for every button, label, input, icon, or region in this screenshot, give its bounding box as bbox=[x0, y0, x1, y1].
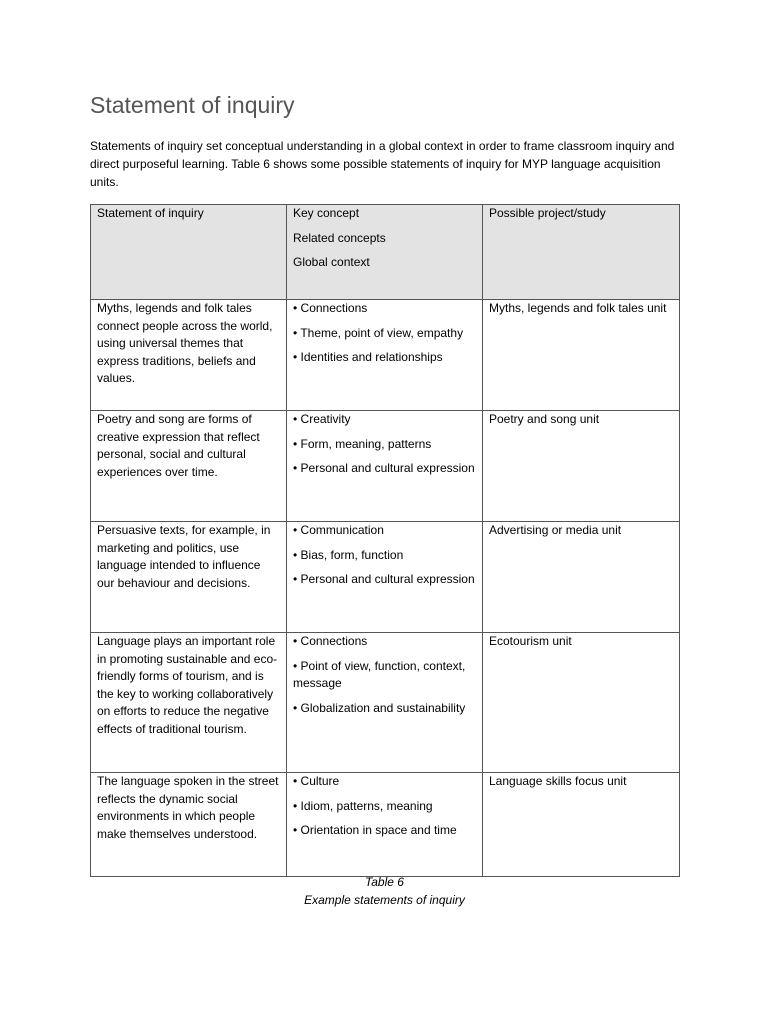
project-cell bbox=[483, 522, 680, 633]
related-concepts: • Idiom, patterns, meaning bbox=[293, 798, 433, 813]
project-text: Advertising or media unit bbox=[489, 523, 622, 537]
statement-text: Language plays an important role in promoting sustainable and eco-friendly forms of tourism, and is the key to working collaboratively on efforts to reduce the negative effects of traditional tourism. bbox=[97, 634, 278, 736]
global-context: • Personal and cultural expression bbox=[293, 572, 475, 586]
statement-text: Persuasive texts, for example, in marketing and politics, use language intended to influence our behaviour and decisions. bbox=[97, 523, 271, 590]
key-concept: • Culture bbox=[293, 774, 340, 788]
project-text: Language skills focus unit bbox=[489, 774, 627, 788]
table-row bbox=[91, 300, 680, 411]
key-concept: • Creativity bbox=[293, 412, 351, 426]
table-row bbox=[91, 411, 680, 522]
statement-text: Poetry and song are forms of creative expression that reflect personal, social and cultural experiences over time. bbox=[97, 412, 260, 479]
related-concepts: • Point of view, function, context, message bbox=[293, 658, 466, 690]
statement-text: The language spoken in the street reflects the dynamic social environments in which people make themselves understood. bbox=[97, 774, 279, 841]
project-text: Poetry and song unit bbox=[489, 412, 600, 426]
statement-cell bbox=[91, 522, 287, 633]
statement-cell bbox=[91, 773, 287, 877]
section-heading: Statement of inquiry bbox=[90, 92, 295, 118]
related-concepts: • Form, meaning, patterns bbox=[293, 436, 432, 451]
header-key-concept: Key concept bbox=[293, 206, 360, 220]
table-row bbox=[91, 633, 680, 773]
project-cell bbox=[483, 300, 680, 411]
intro-paragraph: Statements of inquiry set conceptual understanding in a global context in order to frame classroom inquiry and direct purposeful learning. Table 6 shows some possible statements of inquiry for MYP language acquisition units. bbox=[90, 139, 675, 189]
header-global-context: Global context bbox=[293, 255, 370, 269]
table-row bbox=[91, 522, 680, 633]
statement-cell bbox=[91, 411, 287, 522]
global-context: • Orientation in space and time bbox=[293, 823, 457, 837]
header-concepts bbox=[287, 205, 483, 300]
project-text: Ecotourism unit bbox=[489, 634, 572, 648]
statement-cell bbox=[91, 300, 287, 411]
key-concept: • Connections bbox=[293, 634, 368, 648]
header-related-concepts: Related concepts bbox=[293, 230, 386, 245]
header-project bbox=[483, 205, 680, 300]
project-cell bbox=[483, 633, 680, 773]
concepts-cell bbox=[287, 633, 483, 773]
global-context: • Identities and relationships bbox=[293, 350, 443, 364]
table-caption-title: Example statements of inquiry bbox=[304, 893, 465, 907]
related-concepts: • Theme, point of view, empathy bbox=[293, 325, 464, 340]
global-context: • Globalization and sustainability bbox=[293, 700, 466, 715]
global-context: • Personal and cultural expression bbox=[293, 461, 475, 475]
project-cell bbox=[483, 411, 680, 522]
table-caption-label: Table 6 bbox=[365, 875, 404, 889]
header-project-label: Possible project/study bbox=[489, 206, 606, 220]
project-text: Myths, legends and folk tales unit bbox=[489, 301, 667, 315]
concepts-cell bbox=[287, 773, 483, 877]
table-header-row bbox=[91, 205, 680, 300]
related-concepts: • Bias, form, function bbox=[293, 547, 404, 562]
concepts-cell bbox=[287, 522, 483, 633]
key-concept: • Communication bbox=[293, 523, 384, 537]
header-statement bbox=[91, 205, 287, 300]
statement-cell bbox=[91, 633, 287, 773]
statement-text: Myths, legends and folk tales connect people across the world, using universal themes that express traditions, beliefs and values. bbox=[97, 301, 273, 385]
concepts-cell bbox=[287, 300, 483, 411]
concepts-cell bbox=[287, 411, 483, 522]
header-statement-label: Statement of inquiry bbox=[97, 206, 204, 220]
statements-table bbox=[90, 204, 680, 877]
key-concept: • Connections bbox=[293, 301, 368, 315]
project-cell bbox=[483, 773, 680, 877]
table-row bbox=[91, 773, 680, 877]
